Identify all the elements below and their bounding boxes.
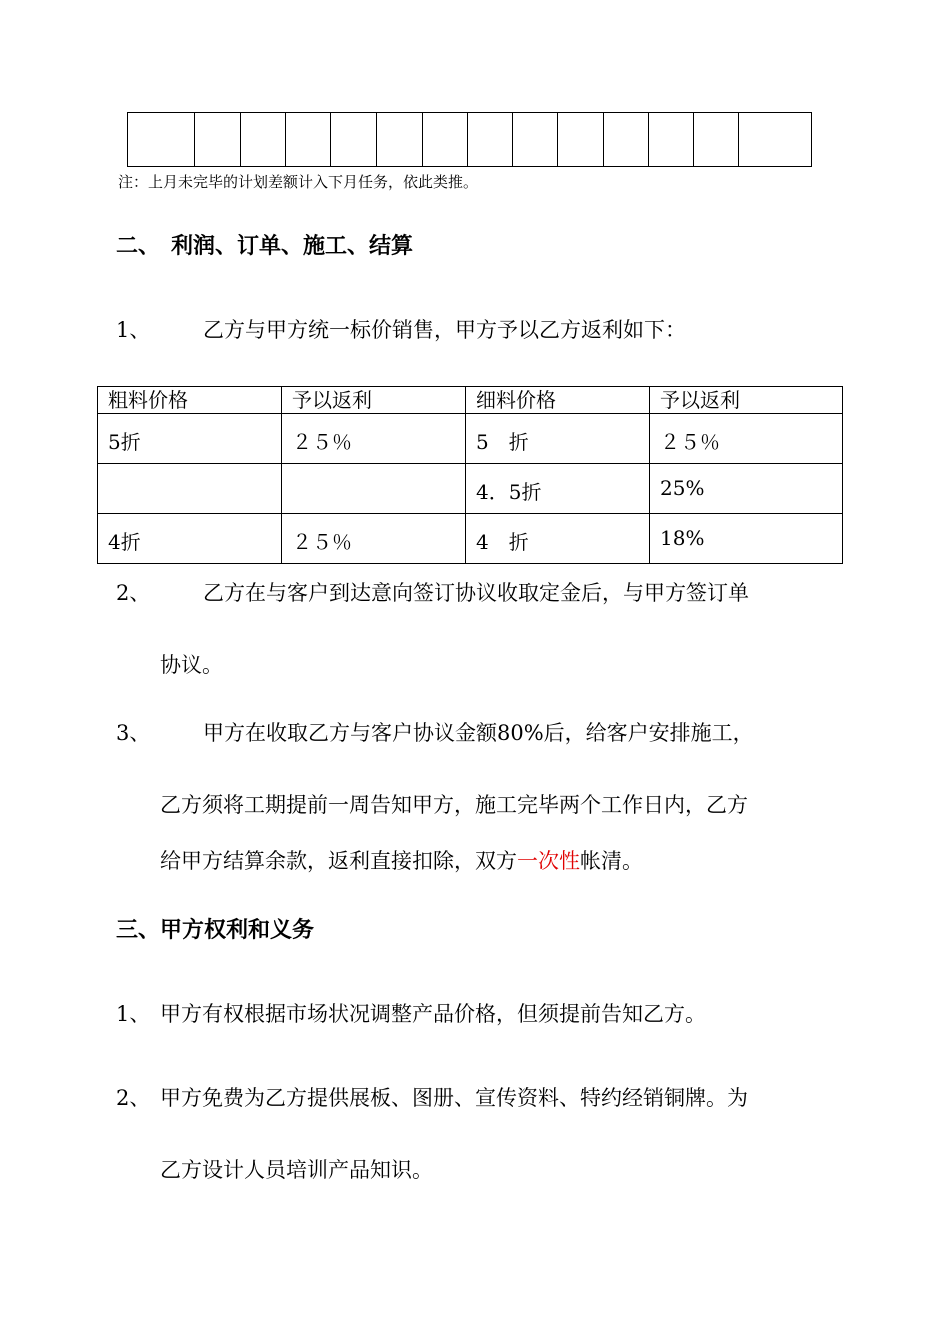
table-cell xyxy=(513,113,558,167)
item-text-line: 乙方须将工期提前一周告知甲方，施工完毕两个工作日内，乙方 xyxy=(160,793,748,817)
section2-heading: 二、 利润、订单、施工、结算 xyxy=(116,233,414,259)
table-cell: 4 折 xyxy=(466,514,650,564)
table-cell: ２５％ xyxy=(282,514,466,564)
table-cell xyxy=(694,113,739,167)
table-row xyxy=(128,113,812,167)
table-cell: ２５％ xyxy=(650,414,843,464)
item-text-line: 协议。 xyxy=(160,653,223,677)
table-cell xyxy=(98,464,282,514)
item-number: 1、 xyxy=(116,318,151,342)
table-cell xyxy=(467,113,512,167)
item-number: 2、 xyxy=(116,1086,151,1110)
highlighted-text: 一次性 xyxy=(517,849,580,873)
column-header: 细料价格 xyxy=(466,387,650,414)
column-header: 予以返利 xyxy=(650,387,843,414)
table-cell xyxy=(285,113,330,167)
table-row xyxy=(98,464,843,514)
table-row xyxy=(98,414,843,464)
item-text-line: 乙方在与客户到达意向签订协议收取定金后，与甲方签订单 xyxy=(203,581,749,605)
text-segment: 给甲方结算余款，返利直接扣除，双方 xyxy=(160,849,517,873)
table-cell xyxy=(422,113,467,167)
item-text-line: 甲方在收取乙方与客户协议金额80%后，给客户安排施工， xyxy=(203,721,754,745)
item-text: 乙方与甲方统一标价销售，甲方予以乙方返利如下： xyxy=(203,318,686,342)
text-segment: 帐清。 xyxy=(580,849,643,873)
column-header: 予以返利 xyxy=(282,387,466,414)
table-cell xyxy=(128,113,195,167)
item-text-line: 乙方设计人员培训产品知识。 xyxy=(160,1158,433,1182)
item-text-line xyxy=(160,845,643,875)
table-cell xyxy=(240,113,285,167)
table-cell: 5 折 xyxy=(466,414,650,464)
table-row xyxy=(98,514,843,564)
table-cell xyxy=(739,113,812,167)
item-text-line: 甲方免费为乙方提供展板、图册、宣传资料、特约经销铜牌。为 xyxy=(160,1086,748,1110)
item-number: 3、 xyxy=(116,721,151,745)
table-cell xyxy=(377,113,422,167)
table-cell: ２５％ xyxy=(282,414,466,464)
table-cell xyxy=(648,113,693,167)
table-header-row xyxy=(98,387,843,414)
table-cell: 5折 xyxy=(98,414,282,464)
table-cell: 4折 xyxy=(98,514,282,564)
item-number: 2、 xyxy=(116,581,151,605)
empty-plan-table xyxy=(127,112,812,167)
table-cell xyxy=(603,113,648,167)
item-number: 1、 xyxy=(116,1002,151,1026)
table-cell xyxy=(195,113,240,167)
column-header: 粗料价格 xyxy=(98,387,282,414)
section3-heading: 三、甲方权利和义务 xyxy=(116,917,315,943)
table-cell: 25% xyxy=(650,464,843,514)
table-cell: 18% xyxy=(650,514,843,564)
table-cell xyxy=(558,113,603,167)
item-text: 甲方有权根据市场状况调整产品价格，但须提前告知乙方。 xyxy=(160,1002,706,1026)
table-note: 注：上月未完毕的计划差额计入下月任务，依此类推。 xyxy=(118,173,479,191)
rebate-table xyxy=(97,386,843,564)
table-cell xyxy=(282,464,466,514)
table-cell xyxy=(331,113,377,167)
table-cell: 4．5折 xyxy=(466,464,650,514)
